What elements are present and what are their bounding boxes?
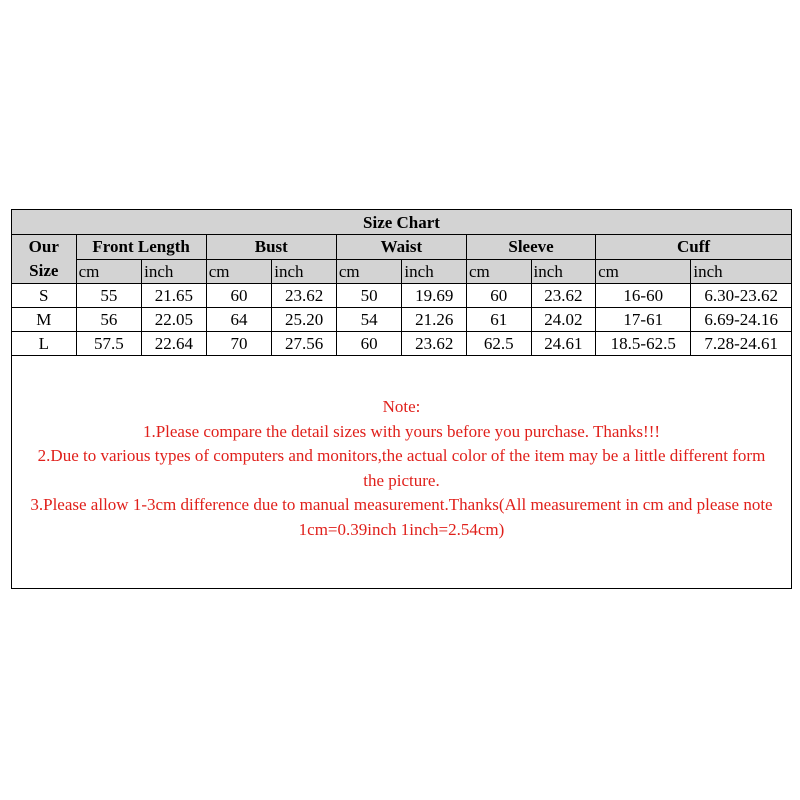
value-cell: 23.62 <box>531 284 596 308</box>
table-row <box>12 308 792 332</box>
unit-cell: cm <box>76 259 142 284</box>
unit-cell: inch <box>531 259 596 284</box>
group-header-sleeve: Sleeve <box>466 235 595 260</box>
group-header-row <box>12 235 792 260</box>
unit-cell: cm <box>336 259 402 284</box>
unit-cell: inch <box>272 259 337 284</box>
value-cell: 22.05 <box>142 308 207 332</box>
value-cell: 57.5 <box>76 332 142 356</box>
value-cell: 21.26 <box>402 308 467 332</box>
unit-cell: cm <box>596 259 691 284</box>
our-size-line2: Size <box>29 261 59 280</box>
value-cell: 23.62 <box>272 284 337 308</box>
unit-row <box>12 259 792 284</box>
size-table <box>11 209 792 356</box>
note-line-2: 2.Due to various types of computers and monitors,the actual color of the item may be a little different form the picture. <box>37 446 766 490</box>
value-cell: 56 <box>76 308 142 332</box>
value-cell: 55 <box>76 284 142 308</box>
value-cell: 23.62 <box>402 332 467 356</box>
size-chart <box>11 209 792 589</box>
group-header-front-length: Front Length <box>76 235 206 260</box>
value-cell: 18.5-62.5 <box>596 332 691 356</box>
value-cell: 7.28-24.61 <box>691 332 792 356</box>
value-cell: 70 <box>206 332 272 356</box>
title-row <box>12 210 792 235</box>
our-size-line1: Our <box>28 237 59 256</box>
our-size-header <box>12 235 77 284</box>
group-header-bust: Bust <box>206 235 336 260</box>
unit-cell: inch <box>402 259 467 284</box>
chart-title: Size Chart <box>12 210 792 235</box>
size-cell: L <box>12 332 77 356</box>
group-header-waist: Waist <box>336 235 466 260</box>
table-row <box>12 284 792 308</box>
value-cell: 50 <box>336 284 402 308</box>
value-cell: 24.02 <box>531 308 596 332</box>
unit-cell: cm <box>466 259 531 284</box>
value-cell: 22.64 <box>142 332 207 356</box>
unit-cell: inch <box>691 259 792 284</box>
unit-cell: cm <box>206 259 272 284</box>
note-heading: Note: <box>382 397 421 416</box>
value-cell: 17-61 <box>596 308 691 332</box>
table-row <box>12 332 792 356</box>
value-cell: 60 <box>336 332 402 356</box>
value-cell: 25.20 <box>272 308 337 332</box>
note-line-3: 3.Please allow 1-3cm difference due to manual measurement.Thanks(All measurement in cm and please note 1cm=0.39inch 1inch=2.54cm) <box>30 495 773 539</box>
group-header-cuff: Cuff <box>596 235 792 260</box>
value-cell: 6.69-24.16 <box>691 308 792 332</box>
value-cell: 21.65 <box>142 284 207 308</box>
note-box <box>11 356 792 589</box>
value-cell: 60 <box>466 284 531 308</box>
note-line-1: 1.Please compare the detail sizes with yours before you purchase. Thanks!!! <box>142 421 661 441</box>
value-cell: 27.56 <box>272 332 337 356</box>
value-cell: 19.69 <box>402 284 467 308</box>
size-cell: S <box>12 284 77 308</box>
unit-cell: inch <box>142 259 207 284</box>
value-cell: 54 <box>336 308 402 332</box>
value-cell: 6.30-23.62 <box>691 284 792 308</box>
size-cell: M <box>12 308 77 332</box>
value-cell: 64 <box>206 308 272 332</box>
value-cell: 62.5 <box>466 332 531 356</box>
value-cell: 61 <box>466 308 531 332</box>
value-cell: 24.61 <box>531 332 596 356</box>
value-cell: 16-60 <box>596 284 691 308</box>
value-cell: 60 <box>206 284 272 308</box>
